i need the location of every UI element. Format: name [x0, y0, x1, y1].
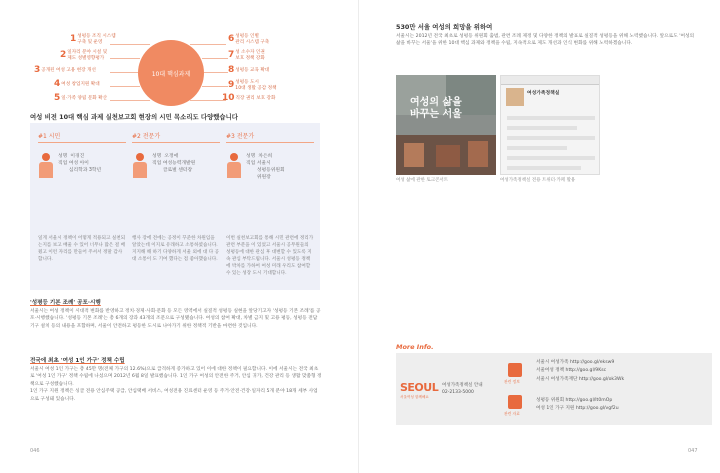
- diagram-item-7: 7성 소수자 인권 보호 정책 강화: [228, 49, 265, 61]
- citizen-voices-panel: [30, 123, 320, 290]
- home-icon: [508, 363, 522, 377]
- diagram-item-2: 2일자리 분야 시설 및 제도 성별영향평가: [60, 49, 108, 61]
- icon-label-info: 관련 정보: [504, 379, 520, 384]
- right-page-body: 서울시는 2012년 전국 최초로 성평등 위원회 출범, 관련 조례 제정 및 다양한 정책의 발표로 실질적 성평등을 위해 노력했습니다. 앞으로도 '여성의 삶을 바꾸는 서울'을 위한 10대 핵심 과제와 정책을 수립, 지속적으로 제도 개선과 인식 변화를 위해 노력하겠습니다.: [396, 34, 695, 47]
- voice-card-2: #2 전문가 성명 오정애 직업 여성능력개발원 글로벌 센터장 행사 장에 전에는 공정이 꾸준한 차원임을 알았는데 이지로 유래하고 소통하였습니다. 지지해 해 하기 다양하게 서울 외에 대 다 공대 소통이 도 기여 했다는 점 좋아했습니다.: [132, 133, 220, 262]
- voices-section-title: 여성 비전 10대 핵심 과제 실천보고회 현장의 시민 목소리도 다양했습니다: [30, 113, 238, 121]
- info-links-2: [536, 397, 619, 414]
- person-figure-icon: [132, 153, 148, 185]
- page-gutter: [358, 0, 359, 473]
- subsection-title-ordinance: '성평등 기본 조례' 공포·시행: [30, 300, 101, 306]
- subsection-body-single-household: 서울시 여성 1인 가구는 총 45만 명(전체 가구의 12.6%)으로 급격하게 증가하고 있어 이에 대한 정책이 필요합니다. 이에 서울시는 전국 최초로 '여성 1인 가구' 정책 수립에 나섰으며 2012년 6월 8일 발표했습니다. 1인 가구 여성의 안전한 주거, 안심 귀가, 건강 관리 등 생활 맞춤형 정책으로 구성했습니다. 1인 가구 지원 정책은 싱글 전용 안심주택 공급, 안심택배 서비스, 여성전용 진료센터 운영 등 주거·안전·건강·일자리 5개 분야 18개 세부 사업으로 구성돼 있습니다.: [30, 367, 322, 402]
- diagram-item-5: 5일·가족 양립 문화 확산: [54, 93, 108, 103]
- right-page: [366, 0, 720, 473]
- more-info-box: [396, 353, 712, 425]
- photo-banner-text: 여성의 삶을 바꾸는 서울: [410, 97, 462, 120]
- voice-job: 서울시 성평등위원회 위원장: [256, 161, 285, 180]
- voice-card-3: #3 전문가 성명 차은희 직업 서울시 성평등위원회 위원장 이번 실천보고회를 통해 시민 관련에 정리가 관련 부분을 이 있었고 서울시 공무원들의 성평등에 대한 관심 후 대변할 수 있도록 지속 관심 부탁드립니다. 서울시 성평등 정책에 박차를 가하여 여성 미래 우리도 참여할 수 있는 성장 도시 기대합니다.: [226, 133, 314, 276]
- photo-caption-2: 여성가족정책실 전용 트위터·카페 활용: [500, 178, 576, 183]
- subsection-title-single-household: 전국에 최초 '여성 1인 가구' 정책 수립: [30, 358, 125, 364]
- voice-name: 오정애: [164, 154, 179, 159]
- more-info-heading: More Info.: [396, 343, 434, 351]
- core-tasks-diagram: [30, 30, 300, 110]
- voice-card-heading: #2 전문가: [132, 131, 220, 143]
- info-link[interactable]: 여성 1인 가구 지원 http://goo.gl/vgf2u: [536, 406, 619, 412]
- info-link[interactable]: 서울시 여성가족 http://goo.gl/eksw9: [536, 360, 615, 365]
- photo-caption-1: 여성 삶에 관한 토크콘서트: [396, 178, 449, 183]
- diagram-item-4: 4여성 창업지원 확대: [54, 79, 100, 89]
- profile-image: [506, 88, 524, 106]
- person-figure-icon: [226, 153, 242, 185]
- diagram-item-1: 1성평등 조직 시스템 구축 및 운영: [70, 33, 116, 45]
- voice-job: 여성 아이 심리학과 3학년: [68, 161, 102, 173]
- voice-card-heading: #1 시민: [38, 131, 126, 143]
- diagram-center-circle: 10대 핵심과제: [138, 40, 204, 106]
- subsection-body-ordinance: 서울시는 여성 정책이 시대적 변화를 반영하고 정치·경제·사회·문화 등 모든 영역에서 실질적 성평등 실현을 앞당기고자 '성평등 기본 조례'를 공포·시행했습니다. '성평등 기본 조례'는 총 6개의 장과 43개의 조문으로 구성됐습니다. 여성의 참여 확대, 차별 금지 및 고용 평등, 성평등 전담 기구 설치 등의 내용을 포함하며, 서울이 안전하고 평등한 도시로 나아가기 위한 정책적 기반을 마련한 것입니다.: [30, 309, 321, 329]
- voice-quote: 일게 서울시 정책이 어떻게 적용되고 실천되는지를 보고 배울 수 있어 너무나 많은 걸 배웠고 이런 자리를 만들어 주셔서 정말 감사합니다.: [38, 236, 126, 262]
- info-link[interactable]: 서울여성 정책 http://goo.gl/9Ksc: [536, 368, 607, 374]
- voice-card-1: #1 시민 성명 이경진 직업 여성 아이 심리학과 3학년 일게 서울시 정책이 어떻게 적용되고 실천되는지를 보고 배울 수 있어 너무나 많은 걸 배웠고 이런 자리를 만들어 주셔서 정말 감사합니다.: [38, 133, 126, 262]
- diagram-item-6: 6성평등 인별 관리 시스템 구축: [228, 33, 270, 45]
- voice-quote: 이번 실천보고회를 통해 시민 관련에 정리가 관련 부분을 이 있었고 서울시 공무원들의 성평등에 대한 관심 후 대변할 수 있도록 지속 관심 부탁드립니다. 서울시 성평등 정책에 박차를 가하여 여성 미래 우리도 참여할 수 있는 성장 도시 기대합니다.: [226, 236, 314, 276]
- seoul-logo-slogan: 서울여성 함께해요: [400, 395, 429, 399]
- voice-quote: 행사 장에 전에는 공정이 꾸준한 차원임을 알았는데 이지로 유래하고 소통하였습니다. 지지해 해 하기 다양하게 서울 외에 대 다 공대 소통이 도 기여 했다는 점 좋아했습니다.: [132, 236, 220, 262]
- icon-label-docs: 관련 자료: [504, 411, 520, 416]
- diagram-item-8: 8성평등 교육 확대: [228, 65, 270, 75]
- talk-concert-photo: [396, 75, 496, 175]
- info-link[interactable]: 성평등 위원회 http://goo.gl/lt0mOp: [536, 398, 613, 403]
- screenshot-header: 여성가족정책실: [527, 91, 560, 96]
- voice-name: 차은희: [258, 154, 273, 159]
- left-page: [0, 0, 352, 473]
- document-icon: [508, 395, 522, 409]
- org-contact: 여성가족정책실 안내 02-2133-5000: [442, 383, 483, 395]
- diagram-item-9: 9성평등 도시 10대 생활 공감 정책: [228, 79, 277, 91]
- voice-name: 이경진: [70, 154, 85, 159]
- diagram-item-10: 10직장 권리 보호 강화: [222, 93, 276, 103]
- info-links-1: [536, 359, 624, 384]
- person-figure-icon: [38, 153, 54, 185]
- page-number-left: 046: [30, 448, 40, 454]
- info-link[interactable]: 서울시 여성가족재단 http://goo.gl/ok3Wk: [536, 376, 625, 382]
- right-page-title: 530만 서울 여성의 희망을 위하여: [396, 23, 493, 31]
- voice-job: 여성능력개발원 글로벌 센터장: [162, 161, 196, 173]
- twitter-page-screenshot: [500, 75, 600, 175]
- page-number-right: 047: [688, 448, 698, 454]
- seoul-logo: SEOUL: [400, 381, 439, 394]
- diagram-item-3: 3공개된 여성 고용 현장 개선: [34, 65, 96, 75]
- voice-card-heading: #3 전문가: [226, 131, 314, 143]
